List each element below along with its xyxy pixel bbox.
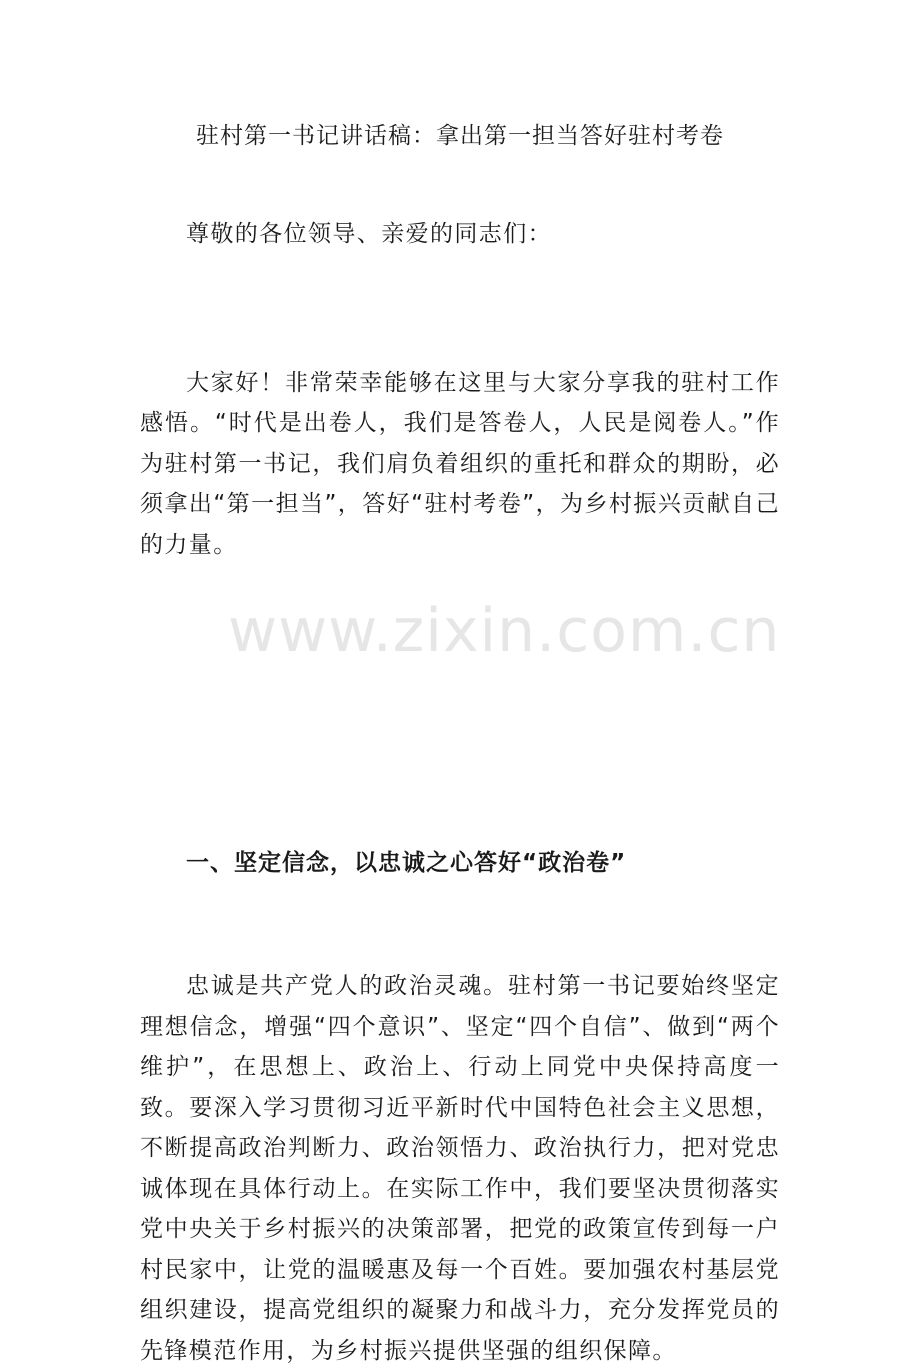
paragraph-section-1: 忠诚是共产党人的政治灵魂。驻村第一书记要始终坚定理想信念，增强“四个意识”、坚定“四个自信”、做到“两个维护”，在思想上、政治上、行动上同党中央保持高度一致。要深入学习贯彻习近平新时代中国特色社会主义思想，不断提高政治判断力、政治领悟力、政治执行力，把对党忠诚体现在具体行动上。在实际工作中，我们要坚决贯彻落实党中央关于乡村振兴的决策部署，把党的政策宣传到每一户村民家中，让党的温暖惠及每一个百姓。要加强农村基层党组织建设，提高党组织的凝聚力和战斗力，充分发挥党员的先锋模范作用，为乡村振兴提供坚强的组织保障。 bbox=[140, 973, 780, 1364]
greeting-line: 尊敬的各位领导、亲爱的同志们： bbox=[186, 221, 552, 247]
document-title: 驻村第一书记讲话稿：拿出第一担当答好驻村考卷 bbox=[196, 123, 724, 149]
watermark: www.zixin.com.cn bbox=[228, 596, 781, 666]
section-heading-1: 一、坚定信念，以忠诚之心答好“政治卷” bbox=[186, 850, 627, 876]
paragraph-intro: 大家好！非常荣幸能够在这里与大家分享我的驻村工作感悟。“时代是出卷人，我们是答卷人，人民是阅卷人。”作为驻村第一书记，我们肩负着组织的重托和群众的期盼，必须拿出“第一担当”，答好“驻村考卷”，为乡村振兴贡献自己的力量。 bbox=[140, 369, 780, 558]
